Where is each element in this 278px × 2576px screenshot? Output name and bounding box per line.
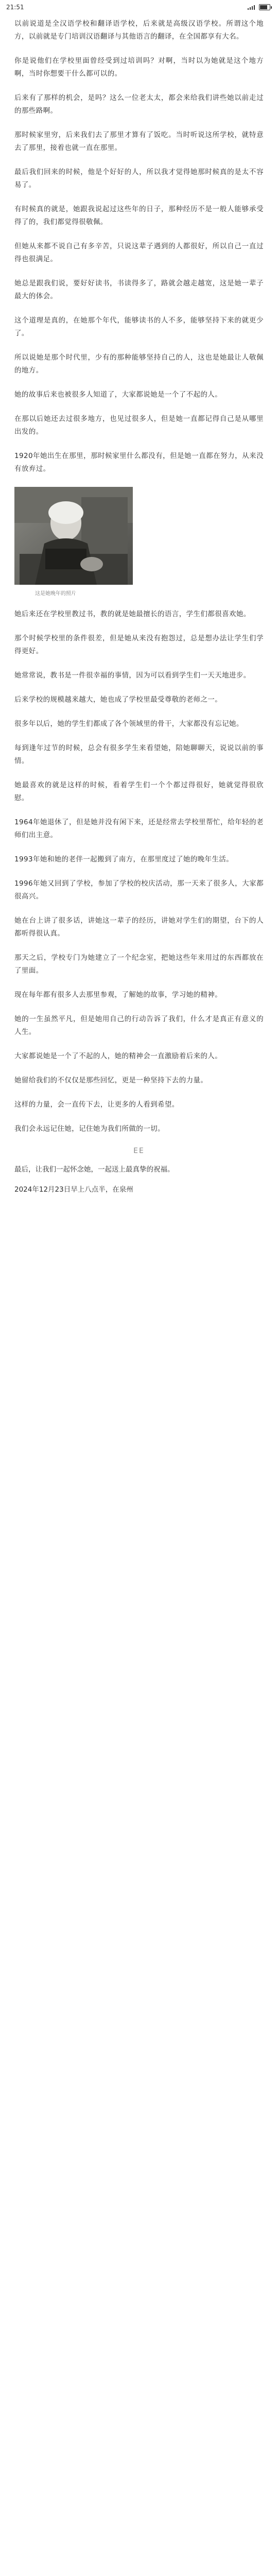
paragraph: 后来有了那样的机会，是吗？这么一位老太太，都会来给我们讲些她以前走过的那些路啊。: [14, 94, 264, 115]
status-icons: [248, 4, 272, 10]
portrait-photo: [14, 487, 133, 585]
paragraph: 她的一生虽然平凡，但是她用自己的行动告诉了我们，什么才是真正有意义的人生。: [14, 1015, 264, 1036]
paragraph: 但她从来都不说自己有多辛苦，只说这辈子遇到的人都很好，所以自己一直过得也很满足。: [14, 242, 264, 263]
paragraph: 你是说他们在学校里面曾经受到过培训吗？对啊，当时以为她就是这个地方啊，当时你想要干什么都可以的。: [14, 57, 264, 78]
paragraph: 她常常说，教书是一件很幸福的事情，因为可以看到学生们一天天地进步。: [14, 671, 251, 680]
paragraph: 她留给我们的不仅仅是那些回忆，更是一种坚持下去的力量。: [14, 1076, 208, 1084]
paragraph: 她在台上讲了很多话，讲她这一辈子的经历，讲她对学生们的期望，台下的人都听得很认真。: [14, 917, 264, 938]
paragraph: 后来学校的规模越来越大，她也成了学校里最受尊敬的老师之一。: [14, 696, 222, 704]
paragraph: 这样的力量，会一直传下去，让更多的人看到希望。: [14, 1100, 179, 1109]
paragraph: 1993年她和她的老伴一起搬到了南方，在那里度过了她的晚年生活。: [14, 855, 234, 863]
paragraph: 大家都说她是一个了不起的人，她的精神会一直激励着后来的人。: [14, 1052, 222, 1060]
paragraph: 最后我们回来的时候，他是个好好的人，所以我才觉得她那时候真的是太不容易了。: [14, 168, 264, 189]
photo-figure: [14, 487, 264, 597]
article-paragraphs-top: [14, 18, 264, 476]
paragraph: 这个道理是真的，在她那个年代，能够读书的人不多，能够坚持下来的就更少了。: [14, 316, 264, 337]
paragraph: 所以说她是那个时代里，少有的那种能够坚持自己的人，这也是她最让人敬佩的地方。: [14, 353, 264, 375]
article-body: [0, 18, 278, 1196]
section-divider: EE: [133, 1147, 145, 1155]
paragraph: 每到逢年过节的时候，总会有很多学生来看望她，陪她聊聊天，说说以前的事情。: [14, 744, 264, 765]
paragraph: 那时候家里穷，后来我们去了那里才算有了饭吃。当时听说这所学校，就特意去了那里，接着也就一直在那里。: [14, 131, 264, 152]
paragraph: 我们会永远记住她，记住她为我们所做的一切。: [14, 1125, 165, 1133]
paragraph: 她的故事后来也被很多人知道了，大家都说她是一个了不起的人。: [14, 391, 222, 399]
paragraph: 那天之后，学校专门为她建立了一个纪念室，把她这些年来用过的东西都放在了里面。: [14, 954, 264, 975]
status-bar: [0, 0, 278, 14]
article-paragraphs-bottom: [14, 608, 264, 1136]
paragraph: 她后来还在学校里教过书，教的就是她最擅长的语言，学生们都很喜欢她。: [14, 610, 251, 618]
paragraph: 很多年以后，她的学生们都成了各个领域里的骨干，大家都没有忘记她。: [14, 720, 244, 728]
paragraph: 她总是跟我们说，要好好读书，书读得多了，路就会越走越宽，这是她一辈子最大的体会。: [14, 279, 264, 300]
photo-caption: 这是她晚年的照片: [35, 591, 76, 597]
battery-icon: [259, 4, 272, 10]
paragraph: 那个时候学校里的条件很差，但是她从来没有抱怨过，总是想办法让学生们学得更好。: [14, 634, 264, 655]
paragraph: 有时候真的就是，她跟我说起过这些年的日子，那种经历不是一般人能够承受得了的，我们都觉得很敬佩。: [14, 205, 264, 226]
paragraph: 现在每年都有很多人去那里参观，了解她的故事，学习她的精神。: [14, 991, 222, 999]
paragraph: 1996年她又回到了学校，参加了学校的校庆活动，那一天来了很多人，大家都很高兴。: [14, 879, 264, 901]
paragraph: 在那以后她还去过很多地方，也见过很多人，但是她一直都记得自己是从哪里出发的。: [14, 415, 264, 436]
closing-text: 最后，让我们一起怀念她，一起送上最真挚的祝福。: [14, 1165, 175, 1174]
paragraph: 1920年她出生在那里，那时候家里什么都没有，但是她一直都在努力，从来没有放弃过。: [14, 452, 264, 473]
signal-icon: [248, 5, 256, 10]
paragraph: 她最喜欢的就是这样的时候，看着学生们一个个都过得很好，她就觉得很欣慰。: [14, 781, 264, 802]
status-time: 21:51: [6, 4, 24, 11]
paragraph: 1964年她退休了，但是她并没有闲下来，还是经常去学校里帮忙，给年轻的老师们出主意。: [14, 818, 264, 839]
date-line: 2024年12月23日早上八点半，在泉州: [14, 1185, 133, 1194]
paragraph: 以前说道是全汉语学校和翻译语学校，后来就是高级汉语学校。所谓这个地方，以前就是专门培训汉语翻译与其他语言的翻译，在全国都享有大名。: [14, 20, 264, 41]
